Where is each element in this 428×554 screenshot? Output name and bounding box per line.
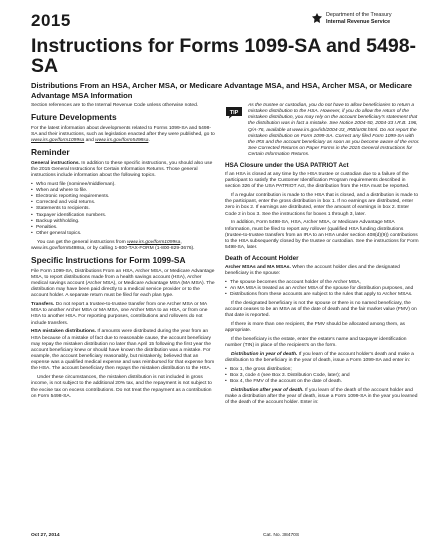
closure-paragraph-2: If a regular contribution is made to the HSA that is closed, and a distribution is made to the participant, enter the gross distribution in box 1. If no earnings are distributed, enter zero in box 2. If earnings are distributed, enter the amount of earnings in box 2. Enter Code 2 in box 3. See the instructions for boxes 1 through 3, later. xyxy=(225,193,419,217)
future-developments-text: For the latest information about developments related to Forms 1099-SA and 5498-SA and their instructions, such as legislation enacted after they were published, go to www.irs.gov/form1099sa and www.irs.gov/form5498sa. xyxy=(31,125,215,143)
transfers-text: Transfers. Do not report a trustee-to-trustee transfer from one Archer MSA or MA MSA to another Archer MSA or MA MSA, one Archer MSA to an HSA, or from one HSA to another HSA. For reporting purposes, contributions and rollovers do not include transfers. xyxy=(31,302,208,326)
tip-icon xyxy=(225,106,243,119)
tip-text: As the trustee or custodian, you do not have to allow beneficiaries to return a mistaken distribution to the HSA. However, if you do allow the return of the mistaken distribution, you may rely on the account beneficiary's statement that the distribution was in fact a mistake. See Notice 2004-50, 2004-33 I.R.B. 196, Q/A-76, available at www.irs.gov/irb/2004-33_IRB/ar08.html. Do not report the mistaken distribution on Form 1099-SA. Correct any filed Form 1099-SA with the IRS and the account beneficiary as soon as you become aware of the error. See Corrected Returns on Paper Forms in the 2015 General Instructions for Certain Information Returns. xyxy=(248,103,420,158)
list-item: • Corrected and void returns. xyxy=(31,200,216,206)
tip-label: TIP xyxy=(229,109,239,116)
form1099sa-link-2[interactable]: www.irs.gov/form1099sa xyxy=(127,239,181,245)
non-spouse-text: If the designated beneficiary is not the spouse or there is no named beneficiary, the account ceases to be an MSA as of the date of death and the fair market value (FMV) on that date is reported. xyxy=(225,300,417,319)
multiple-recipients-text: If there is more than one recipient, the FMV should be allocated among them, as appropriate. xyxy=(225,321,405,334)
general-instructions-text: General instructions. In addition to these specific instructions, you should also use the 2015 General Instructions for Certain Information Returns. Those general instructions include information about the following topics. xyxy=(31,160,213,178)
list-item: • Who must file (nominee/middleman). xyxy=(31,182,216,188)
catalog-number: Cat. No. 38470S xyxy=(263,533,300,538)
agency-block xyxy=(326,12,424,26)
death-of-account-holder-heading: Death of Account Holder xyxy=(225,255,299,263)
list-item: • An MA MSA is treated as an Archer MSA of the spouse for distribution purposes, and xyxy=(225,286,421,292)
form5498sa-link[interactable]: www.irs.gov/form5498sa xyxy=(95,137,149,143)
future-developments-heading: Future Developments xyxy=(31,112,117,123)
intro-text: Section references are to the Internal Revenue Code unless otherwise noted. xyxy=(31,103,199,108)
year-of-death-list xyxy=(225,367,421,385)
list-item: • Box 3, code 4 (see Box 3. Distribution Code, later); and xyxy=(225,373,421,379)
general-topics-list xyxy=(31,182,216,237)
specific-instructions-heading: Specific Instructions for Form 1099-SA xyxy=(31,255,186,266)
mistaken-distributions-text: HSA mistaken distributions. If amounts were distributed during the year from an HSA because of a mistake of fact due to reasonable cause, the account beneficiary may repay the mistaken distribution no later than April 15 following the first year the account beneficiary knew or should have known the distribution was a mistake. For example, the account beneficiary reasonably, but mistakenly, believed that an expense was a qualified medical expense and was reimbursed for that expense from the HSA. The account beneficiary then repays the mistaken distribution to the HSA. xyxy=(31,329,215,372)
specific-instructions-text: File Form 1099-SA, Distributions From an HSA, Archer MSA, or Medicare Advantage MSA, to report distributions made from a health savings account (HSA), Archer medical savings account (Archer MSA), or Medicare Advantage MSA (MA MSA). The distribution may have been paid directly to a medical service provider or to the account holder. A separate return must be filed for each plan type. xyxy=(31,268,215,299)
list-item: • Box 1, the gross distribution; xyxy=(225,367,421,373)
under-circumstances-text: Under these circumstances, the mistaken distribution is not included in gross income, is not subject to the additional 20% tax, and the repayment is not subject to the excise tax on excess contributions. Do not treat the repayment as a contribution on Form 5498-SA. xyxy=(31,375,212,399)
treasury-eagle-icon xyxy=(311,12,323,25)
right-column xyxy=(225,103,421,409)
list-item: • Taxpayer identification numbers. xyxy=(31,213,216,219)
list-item: • Other general topics. xyxy=(31,231,216,237)
left-column xyxy=(31,103,216,403)
list-item: • Electronic reporting requirements. xyxy=(31,194,216,200)
reminder-heading: Reminder xyxy=(31,147,70,158)
estate-beneficiary-text: If the beneficiary is the estate, enter the estate's name and taxpayer identification number (TIN) in place of the recipient's on the form. xyxy=(225,336,407,349)
department-name: Department of the Treasury xyxy=(326,12,392,18)
hsa-closure-heading: HSA Closure under the USA PATRIOT Act xyxy=(225,162,349,170)
get-instructions-text: You can get the general instructions from www.irs.gov/form1099sa, www.irs.gov/form5498sa, or by calling 1-800-TAX-FORM (1-800-829-3676). xyxy=(31,239,195,252)
list-item: • Statements to recipients. xyxy=(31,206,216,212)
after-year-of-death-text: Distribution after year of death. If you learn of the death of the account holder and make a distribution after the year of death, issue a Form 1099-SA in the year you learned of the death of the account holder. Enter in: xyxy=(225,388,418,406)
archer-msa-text: Archer MSAs and MA MSAs. When the account holder dies and the designated beneficiary is the spouse: xyxy=(225,264,400,276)
page-title: Instructions for Forms 1099-SA and 5498-SA xyxy=(31,35,417,77)
spouse-rules-list xyxy=(225,280,421,298)
agency-name: Internal Revenue Service xyxy=(326,19,391,25)
page-subtitle: Distributions From an HSA, Archer MSA, or Medicare Advantage MSA, and HSA, Archer MSA, or Medicare Advantage MSA Information xyxy=(31,81,413,100)
list-item: • Backup withholding. xyxy=(31,219,216,225)
page-footer xyxy=(31,533,421,538)
revision-date: Oct 27, 2014 xyxy=(31,533,60,538)
year-of-death-text: Distribution in year of death. If you learn of the account holder's death and make a distribution to the beneficiary in the year of death, issue a Form 1099-SA and enter in: xyxy=(225,351,414,364)
closure-paragraph-1: If an HSA is closed at any time by the HSA trustee or custodian due to a failure of the participant to satisfy the Customer Identification Program requirements described in section 326 of the USA PATRIOT Act, the distribution from the HSA must be reported. xyxy=(225,171,410,190)
tax-year-text: 2015 xyxy=(31,11,71,30)
list-item: • Box 4, the FMV of the account on the date of death. xyxy=(225,379,421,385)
list-item: • The spouse becomes the account holder of the Archer MSA, xyxy=(225,280,421,286)
form1099sa-link[interactable]: www.irs.gov/form1099sa xyxy=(31,137,85,143)
list-item: • When and where to file. xyxy=(31,188,216,194)
tax-year xyxy=(31,11,71,31)
closure-paragraph-3: In addition, Form 5498-SA, HSA, Archer MSA, or Medicare Advantage MSA Information, must be filed to report any rollover (qualified HSA funding distributions (trustee-to-trustee transfers from an IRA to an HSA under section 408(d)(9)) contributions to the HSA subsequently closed by the trustee or custodian. See the instructions for Form 5498-SA, later. xyxy=(225,220,419,250)
list-item: • Penalties. xyxy=(31,225,216,231)
tip-box xyxy=(225,103,421,158)
list-item: • Distributions from these accounts are subject to the rules that apply to Archer MSAs. xyxy=(225,292,421,298)
